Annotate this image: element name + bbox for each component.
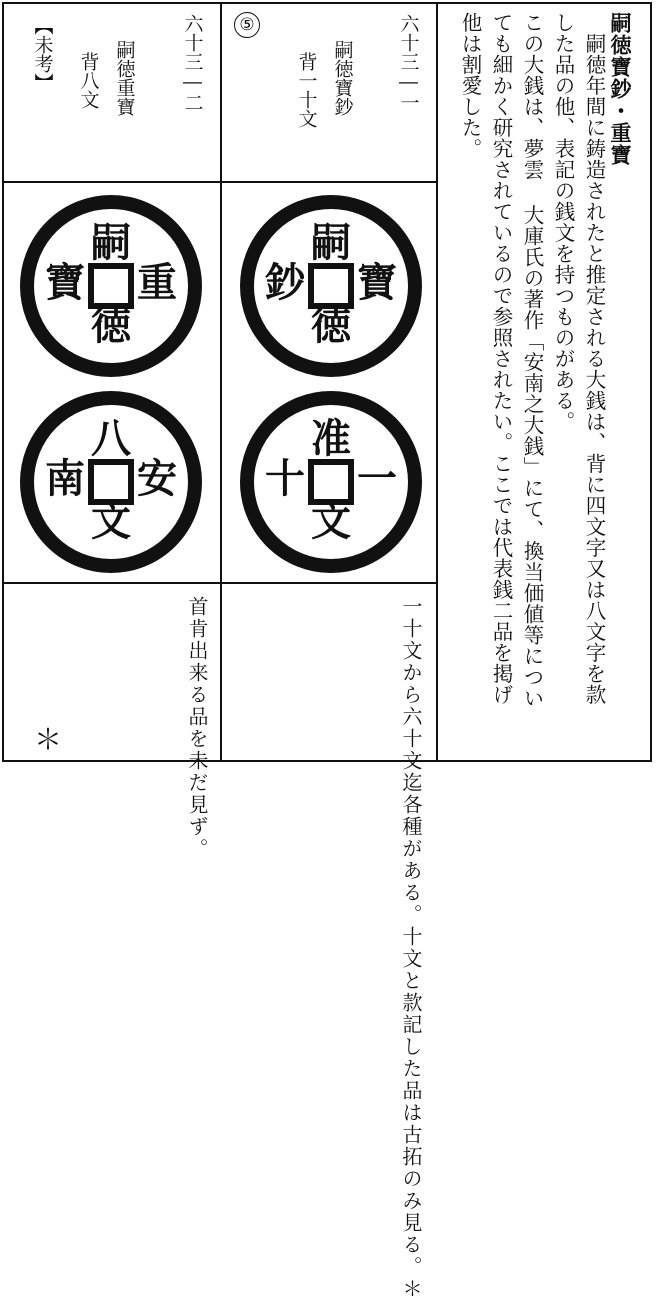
body-column: 他は割愛した。 — [458, 12, 482, 159]
coin-char: 准 — [311, 415, 351, 462]
coin-name: 嗣徳寶鈔 — [331, 40, 354, 116]
coin-char: 嗣 — [91, 219, 131, 266]
entry-number: 六十三―一 — [397, 14, 420, 112]
column-divider-entries — [220, 2, 222, 762]
coin-rubbing-reverse — [16, 387, 206, 577]
entry-number: 六十三―二 — [181, 14, 204, 112]
coin-char: 鈔 — [265, 259, 305, 306]
coin-char: 八 — [91, 415, 131, 462]
coin-char: 嗣 — [311, 219, 351, 266]
coin-char: 文 — [91, 498, 131, 545]
coin-char: 寶 — [45, 259, 85, 306]
coin-char: 安 — [137, 455, 177, 502]
coin-reverse-inscription: 背一十文 — [295, 52, 318, 128]
coin-char: 寶 — [357, 259, 397, 306]
status-tag: 【未考】 — [31, 16, 54, 92]
coin-rubbing-reverse — [236, 387, 426, 577]
body-column: 嗣徳年間に鋳造されたと推定される大銭は、背に四文字又は八文字を款 — [582, 12, 606, 705]
entry-2-note: 首肯出来る品を未だ見ず。 — [185, 596, 209, 860]
coin-rubbing-obverse — [16, 191, 206, 381]
coin-char: 文 — [311, 498, 351, 545]
coin-rubbing-obverse — [236, 191, 426, 381]
coin-char: 重 — [137, 259, 177, 306]
coin-char: 南 — [45, 455, 85, 502]
body-column: ても細かく研究されているので参照されたい。ここでは代表銭二品を掲げ — [489, 12, 513, 705]
row-divider-coins — [2, 582, 438, 584]
coin-name: 嗣徳重寶 — [113, 40, 136, 116]
entry-marker: ⑤ — [234, 12, 260, 38]
coin-reverse-inscription: 背八文 — [77, 52, 100, 109]
coin-char: 一 — [357, 455, 397, 502]
body-column: この大銭は、夢雲 大庫氏の著作「安南之大銭」にて、換当価値等につい — [520, 12, 544, 709]
body-column: した品の他、表記の銭文を持つものがある。 — [551, 12, 575, 432]
asterisk-mark: ＊ — [34, 723, 63, 756]
article-title: 嗣徳寶鈔・重寶 — [608, 12, 633, 166]
column-divider-main — [436, 2, 438, 762]
coin-char: 十 — [265, 455, 305, 502]
coin-char: 徳 — [311, 302, 351, 349]
entry-1-note: 一十文から六十文迄各種がある。十文と款記した品は古拓のみ見る。＊ — [399, 596, 423, 1300]
coin-char: 徳 — [91, 302, 131, 349]
row-divider-labels — [2, 181, 438, 183]
